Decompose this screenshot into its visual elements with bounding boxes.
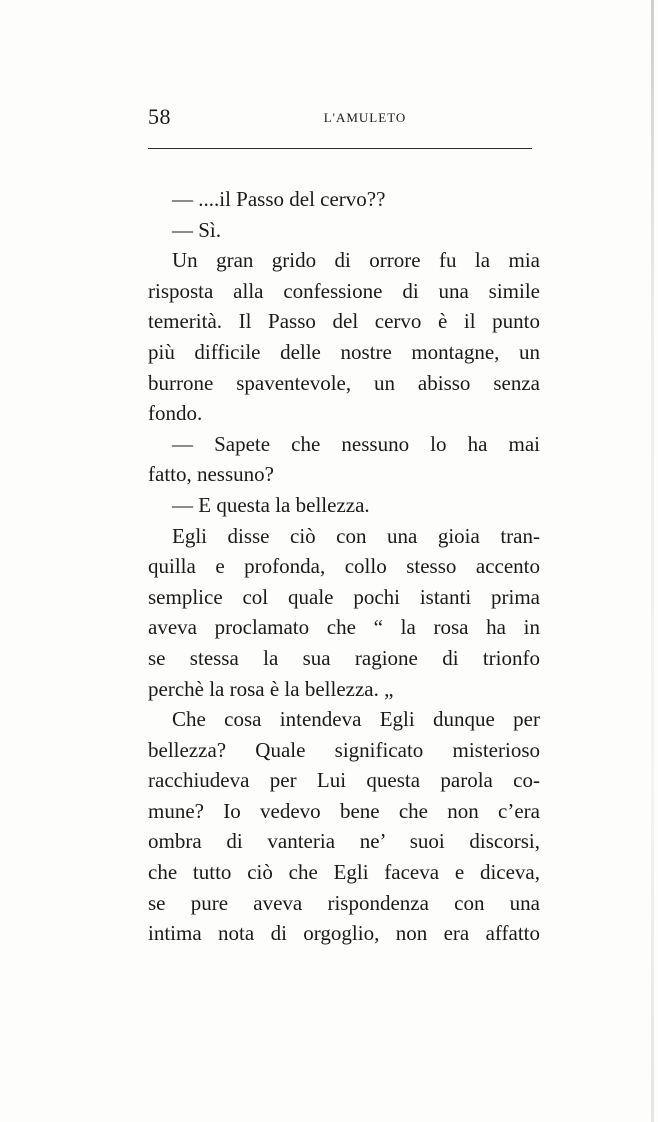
- text-line: più difficile delle nostre montagne, un: [148, 339, 540, 364]
- text-line: bellezza? Quale significato misterioso: [148, 737, 540, 762]
- text-line: che tutto ciò che Egli faceva e diceva,: [148, 860, 540, 885]
- page-edge-shadow: [651, 0, 654, 1122]
- text-line: — Sapete che nessuno lo ha mai: [172, 431, 540, 456]
- text-line: — E questa la bellezza.: [172, 492, 370, 517]
- body-text: [148, 184, 540, 949]
- text-line: semplice col quale pochi istanti prima: [148, 584, 540, 609]
- text-line: se pure aveva rispondenza con una: [148, 890, 540, 915]
- page-header: [148, 104, 532, 134]
- text-line: fondo.: [148, 401, 203, 426]
- text-line: burrone spaventevole, un abisso senza: [148, 370, 540, 395]
- text-line: Che cosa intendeva Egli dunque per: [172, 707, 540, 732]
- text-line: ombra di vanteria ne’ suoi discorsi,: [148, 829, 540, 854]
- page-number: 58: [148, 104, 171, 129]
- header-rule: [148, 148, 532, 149]
- text-line: — Sì.: [172, 217, 222, 242]
- text-line: risposta alla confessione di una simile: [148, 278, 540, 303]
- running-title: L'AMULETO: [323, 110, 407, 125]
- text-line: intima nota di orgoglio, non era affatto: [148, 921, 540, 946]
- text-line: perchè la rosa è la bellezza. „: [148, 676, 394, 701]
- text-line: racchiudeva per Lui questa parola co-: [148, 768, 540, 793]
- text-line: mune? Io vedevo bene che non c’era: [148, 798, 540, 823]
- text-line: Un gran grido di orrore fu la mia: [172, 248, 540, 273]
- text-line: quilla e profonda, collo stesso accento: [148, 554, 540, 579]
- text-line: se stessa la sua ragione di trionfo: [148, 645, 540, 670]
- text-line: — ....il Passo del cervo??: [172, 187, 386, 211]
- text-line: fatto, nessuno?: [148, 462, 274, 487]
- text-line: Egli disse ciò con una gioia tran-: [172, 523, 540, 548]
- text-line: aveva proclamato che “ la rosa ha in: [148, 615, 540, 640]
- text-line: temerità. Il Passo del cervo è il punto: [148, 309, 540, 334]
